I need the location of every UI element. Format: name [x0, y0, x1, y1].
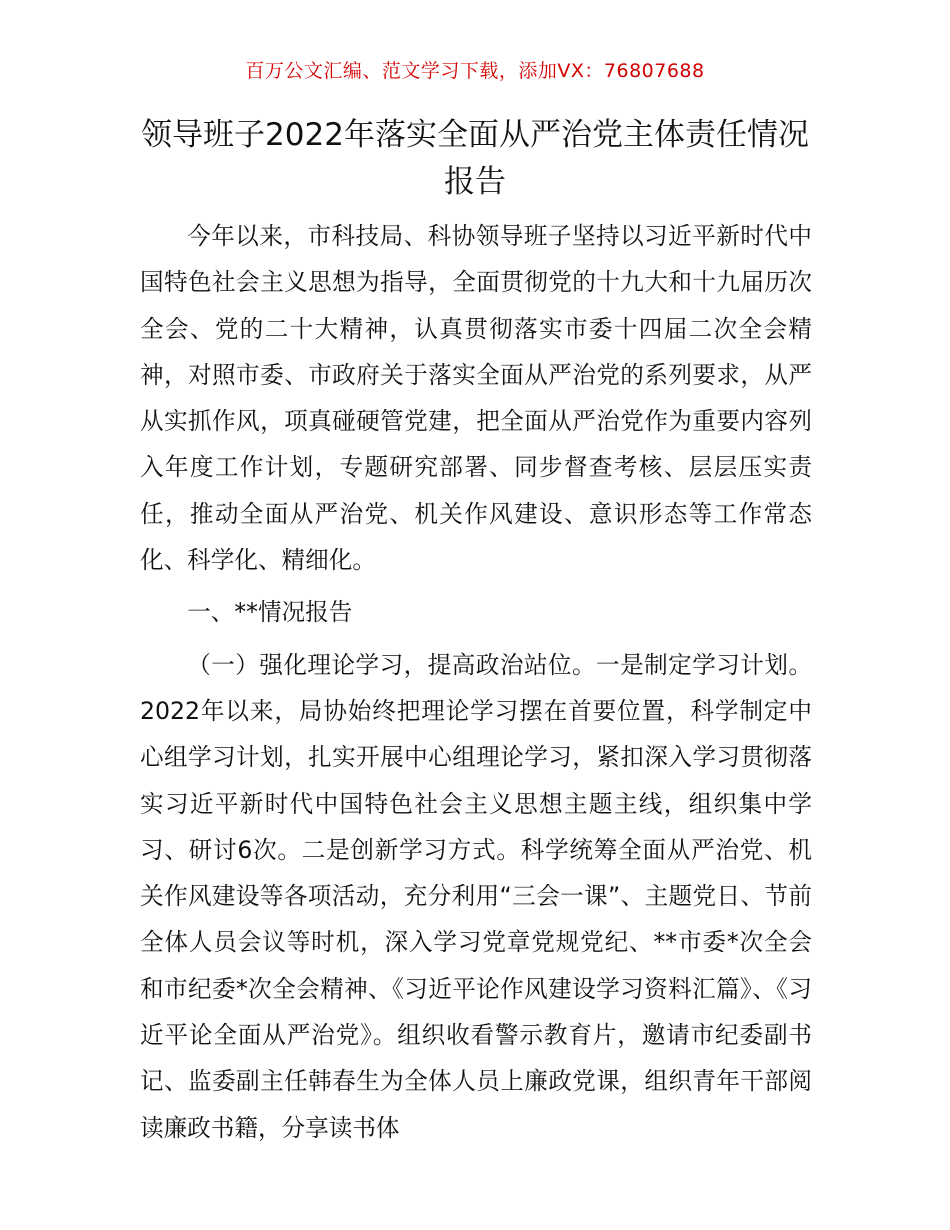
- document-title: 领导班子2022年落实全面从严治党主体责任情况报告: [141, 117, 809, 200]
- section-one-heading: 一、**情况报告: [187, 598, 353, 627]
- intro-paragraph: 今年以来，市科技局、科协领导班子坚持以习近平新时代中国特色社会主义思想为指导，全面贯彻党的十九大和十九届历次全会、党的二十大精神，认真贯彻落实市委十四届二次全会精神，对照市委、市政府关于落实全面从严治党的系列要求，从严从实抓作风，项真碰硬管党建，把全面从严治党作为重要内容列入年度工作计划，专题研究部署、同步督查考核、层层压实责任，推动全面从严治党、机关作风建设、意识形态等工作常态化、科学化、精细化。: [140, 222, 812, 575]
- section-one-part-one-paragraph: （一）强化理论学习，提高政治站位。一是制定学习计划。2022年以来，局协始终把理论学习摆在首要位置，科学制定中心组学习计划，扎实开展中心组理论学习，紧扣深入学习贯彻落实习近平新时代中国特色社会主义思想主题主线，组织集中学习、研讨6次。二是创新学习方式。科学统筹全面从严治党、机关作风建设等各项活动，充分利用“三会一课”、主题党日、节前全体人员会议等时机，深入学习党章党规党纪、**市委*次全会和市纪委*次全会精神、《习近平论作风建设学习资料汇篇》、《习近平论全面从严治党》。组织收看警示教育片，邀请市纪委副书记、监委副主任韩春生为全体人员上廉政党课，组织青年干部阅读廉政书籍，分享读书体: [140, 650, 812, 1142]
- header-promo-note: 百万公文汇编、范文学习下载，添加VX：76807688: [245, 60, 705, 82]
- document-body: [140, 213, 812, 1151]
